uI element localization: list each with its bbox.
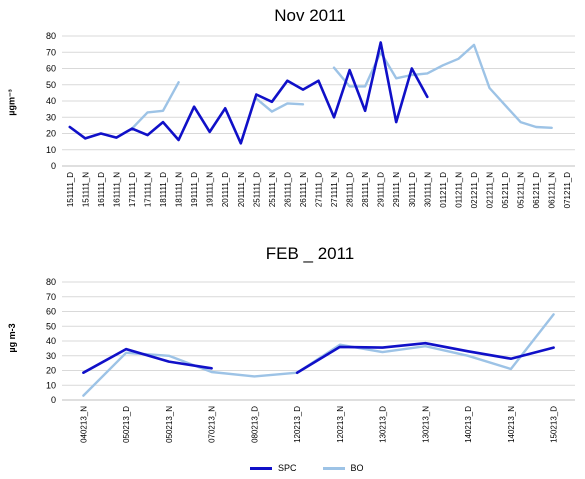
y-tick-label-nov-80: 80 xyxy=(45,31,56,41)
series-line-spc-nov-0 xyxy=(70,43,428,144)
x-tick-label-feb-0: 040213_N xyxy=(79,406,89,443)
x-tick-label-nov-13: 251111_N xyxy=(267,172,277,208)
legend xyxy=(250,463,364,473)
x-tick-label-nov-14: 261111_D xyxy=(283,172,293,208)
y-tick-label-nov-40: 40 xyxy=(45,96,56,106)
legend-label-spc: SPC xyxy=(278,463,297,473)
x-tick-label-nov-3: 161111_N xyxy=(112,172,122,208)
y-tick-label-feb-0: 0 xyxy=(50,395,56,405)
x-tick-label-nov-15: 261111_N xyxy=(298,172,308,208)
x-tick-label-nov-24: 011211_D xyxy=(438,172,448,208)
chart-title-nov: Nov 2011 xyxy=(274,6,346,25)
x-tick-label-feb-9: 140213_D xyxy=(464,406,474,443)
y-tick-label-feb-50: 50 xyxy=(45,321,56,332)
y-tick-label-nov-10: 10 xyxy=(45,144,56,155)
chart-title-feb: FEB _ 2011 xyxy=(265,244,355,263)
x-tick-label-nov-0: 151111_D xyxy=(65,172,75,208)
x-tick-label-nov-11: 201111_N xyxy=(236,171,246,208)
x-tick-label-nov-22: 301111_D xyxy=(407,172,417,208)
x-tick-label-nov-21: 291111_N xyxy=(392,172,402,208)
y-tick-label-nov-20: 20 xyxy=(45,128,56,139)
y-axis-label-feb: µg m-3 xyxy=(7,323,17,353)
x-tick-label-feb-8: 130213_N xyxy=(421,406,431,443)
x-tick-label-nov-8: 191111_D xyxy=(190,172,200,208)
x-tick-label-nov-27: 021211_N xyxy=(485,172,495,209)
y-tick-label-nov-70: 70 xyxy=(45,47,56,58)
x-tick-label-nov-2: 161111_D xyxy=(96,172,106,208)
series-line-spc-feb-0 xyxy=(83,349,211,373)
y-tick-label-feb-30: 30 xyxy=(45,350,56,361)
x-tick-label-nov-6: 181111_D xyxy=(159,172,169,208)
x-tick-label-nov-26: 021211_D xyxy=(469,172,479,209)
x-tick-label-nov-29: 051211_N xyxy=(516,172,526,209)
x-tick-label-nov-30: 061211_D xyxy=(532,172,542,209)
series-line-bo-nov-2 xyxy=(334,45,552,128)
y-tick-label-feb-70: 70 xyxy=(45,291,56,302)
x-tick-label-feb-11: 150213_D xyxy=(549,406,559,443)
x-tick-label-feb-2: 050213_N xyxy=(164,406,174,443)
x-tick-label-nov-25: 011211_N xyxy=(454,172,464,208)
x-tick-label-feb-10: 140213_N xyxy=(506,406,516,443)
y-tick-label-feb-20: 20 xyxy=(45,365,56,376)
y-tick-label-nov-30: 30 xyxy=(45,112,56,123)
x-tick-label-feb-1: 050213_D xyxy=(122,406,132,443)
x-tick-label-feb-7: 130213_D xyxy=(378,406,388,443)
y-tick-label-nov-50: 50 xyxy=(45,79,56,90)
x-tick-label-nov-16: 271111_D xyxy=(314,172,324,208)
x-tick-label-nov-7: 181111_N xyxy=(174,172,184,208)
series-line-bo-nov-0 xyxy=(132,82,179,128)
x-tick-label-nov-19: 281111_N xyxy=(361,172,371,208)
x-tick-label-nov-5: 171111_N xyxy=(143,172,153,208)
y-tick-label-nov-0: 0 xyxy=(50,161,56,171)
x-tick-label-nov-4: 171111_D xyxy=(127,172,137,208)
y-tick-label-feb-40: 40 xyxy=(45,336,56,346)
y-tick-label-feb-10: 10 xyxy=(45,380,56,391)
x-tick-label-nov-31: 061211_N xyxy=(547,172,557,209)
x-tick-label-nov-20: 291111_D xyxy=(376,172,386,208)
x-tick-label-nov-17: 271111_N xyxy=(330,172,340,208)
x-tick-label-feb-4: 080213_D xyxy=(250,406,260,443)
x-tick-label-nov-12: 251111_D xyxy=(252,172,262,208)
x-tick-label-nov-28: 051211_D xyxy=(501,171,511,209)
x-tick-label-nov-9: 191111_N xyxy=(205,172,215,208)
x-tick-label-nov-1: 151111_N xyxy=(81,172,91,208)
y-tick-label-feb-60: 60 xyxy=(45,306,56,317)
x-tick-label-nov-18: 281111_D xyxy=(345,172,355,208)
x-tick-label-feb-3: 070213_N xyxy=(207,406,217,443)
x-tick-label-nov-23: 301111_N xyxy=(423,172,433,208)
x-tick-label-feb-5: 120213_D xyxy=(293,406,303,443)
x-tick-label-nov-10: 201111_D xyxy=(221,172,231,208)
y-tick-label-nov-60: 60 xyxy=(45,63,56,74)
x-tick-label-nov-32: 071211_D xyxy=(563,172,573,209)
x-tick-label-feb-6: 120213_N xyxy=(335,406,345,443)
legend-swatch-spc xyxy=(250,467,272,470)
y-axis-label-nov: µgm⁻³ xyxy=(6,89,17,116)
legend-label-bo: BO xyxy=(350,463,364,473)
y-tick-label-feb-80: 80 xyxy=(45,277,56,287)
legend-swatch-bo xyxy=(323,467,345,470)
